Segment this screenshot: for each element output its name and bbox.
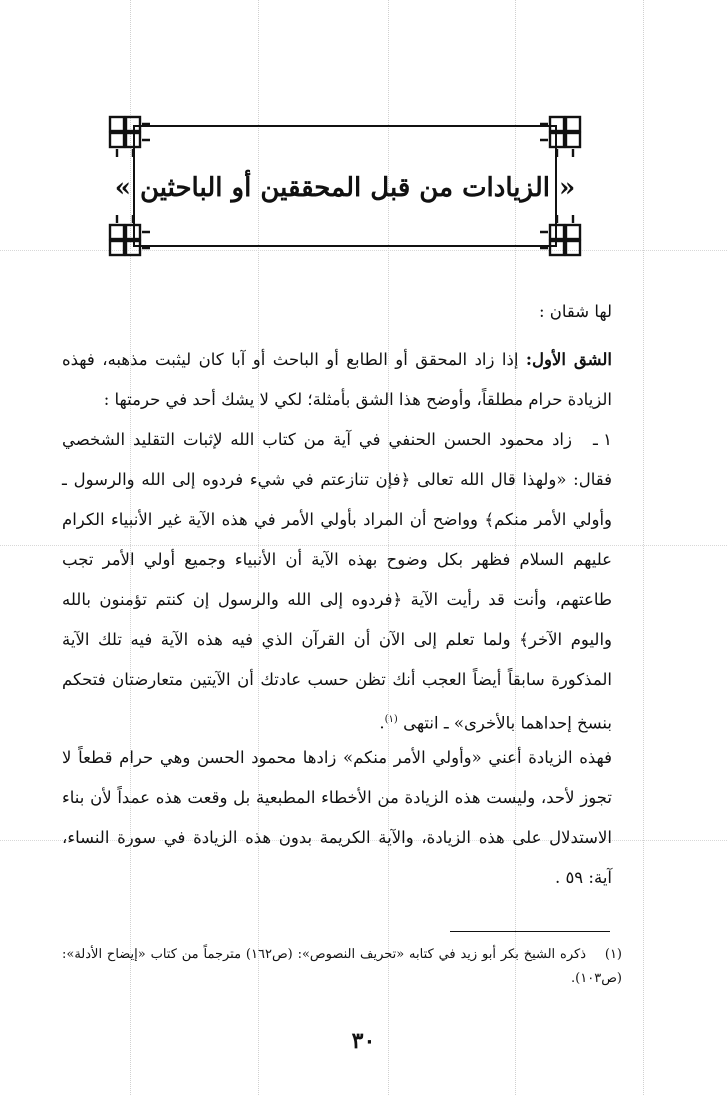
- footnote-text: ذكره الشيخ بكر أبو زيد في كتابه «تحريف النصوص»: (ص١٦٢) مترجماً من كتاب «إيضاح الأدلة»: (ص١٠٣).: [62, 947, 622, 986]
- footnote: [62, 943, 622, 991]
- closing-paragraph: [62, 738, 612, 898]
- item-text-block: [62, 420, 612, 744]
- intro-text: لها شقان :: [538, 302, 612, 321]
- paragraph-text: فهذه الزيادة أعني «وأولي الأمر منكم» زادها محمود الحسن وهي حرام قطعاً لا تجوز لأحد، وليست هذه الزيادة من الأخطاء المطبعية بل وقعت هذه عمداً لأن بناء الاستدلال على هذه الزيادة، والآية الكريمة بدون هذه الزيادة في سورة النساء، آية: ٥٩ .: [62, 748, 612, 887]
- ornament-corner-icon: [108, 213, 152, 257]
- ornament-corner-icon: [538, 213, 582, 257]
- chapter-title: « الزيادات من قبل المحققين أو الباحثين »: [114, 173, 576, 203]
- ornament-corner-icon: [538, 115, 582, 159]
- section-label: الشق الأول:: [525, 350, 612, 369]
- item-number: ١ ـ: [593, 430, 612, 449]
- section-text-block: [62, 340, 612, 420]
- scan-gridline: [643, 0, 644, 1095]
- footnote-divider: [450, 931, 610, 932]
- page-number: ٣٠: [351, 1028, 376, 1054]
- section-text: إذا زاد المحقق أو الطابع أو الباحث أو آبا كان ليثبت مذهبه، فهذه الزيادة حرام مطلقاً، وأوضح هذا الشق بأمثلة؛ لكي لا يشك أحد في حرمتها :: [62, 350, 612, 409]
- footnote-number: (١): [604, 947, 622, 962]
- section-paragraph: [62, 340, 612, 420]
- ornament-corner-icon: [108, 115, 152, 159]
- title-frame: [108, 115, 582, 257]
- numbered-item: [62, 420, 612, 744]
- item-end: .: [379, 713, 385, 733]
- item-text: زاد محمود الحسن الحنفي في آية من كتاب الله لإثبات التقليد الشخصي فقال: «ولهذا قال الله تعالى ﴿فإن تنازعتم في شيء فردوه إلى الله والرسول ـ وأولي الأمر منكم﴾ وواضح أن المراد بأولي الأمر في هذه الآية غير الأنبياء الكرام عليهم السلام فظهر بكل وضوح بهذه الآية أن الأنبياء وجميع أولي الأمر تجب طاعتهم، وأنت قد رأيت الآية ﴿فردوه إلى الله والرسول إن كنتم تؤمنون بالله واليوم الآخر﴾ ولما تعلم إلى الآن أن القرآن الذي فيه هذه الآية فيه تلك الآية المذكورة سابقاً أيضاً العجب أنك تظن حسب عادتك أن الآيتين متعارضتان فتحكم بنسخ إحداهما بالأخرى» ـ انتهى: [62, 430, 612, 733]
- footnote-ref: (١): [384, 714, 398, 725]
- intro-line: [62, 292, 612, 332]
